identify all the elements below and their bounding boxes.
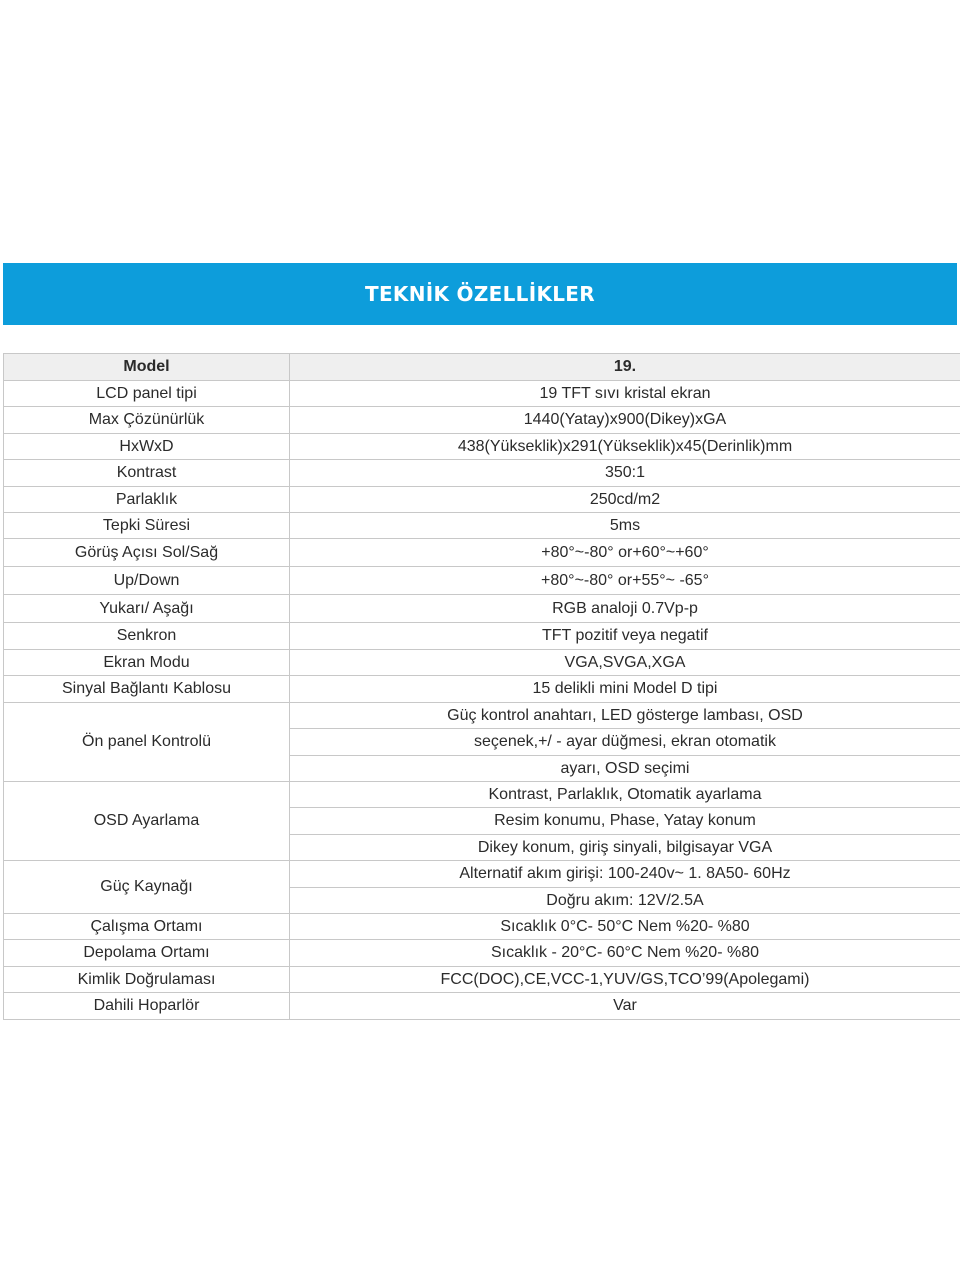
table-row <box>4 623 960 650</box>
row-label: Kontrast <box>4 460 290 487</box>
row-label: Ekran Modu <box>4 650 290 676</box>
front-panel-line: ayarı, OSD seçimi <box>290 756 960 782</box>
table-row <box>4 513 960 539</box>
row-label: Depolama Ortamı <box>4 940 290 967</box>
table-row <box>4 967 960 993</box>
row-label: Parlaklık <box>4 487 290 513</box>
row-label: Up/Down <box>4 567 290 595</box>
front-panel-label: Ön panel Kontrolü <box>4 703 290 782</box>
row-label: Çalışma Ortamı <box>4 914 290 940</box>
row-value: 1440(Yatay)x900(Dikey)xGA <box>290 407 960 434</box>
row-label: Senkron <box>4 623 290 650</box>
row-label: Tepki Süresi <box>4 513 290 539</box>
table-header-row <box>4 354 960 381</box>
row-label: Görüş Açısı Sol/Sağ <box>4 539 290 567</box>
table-row <box>4 539 960 567</box>
table-row-power <box>4 861 960 888</box>
osd-label: OSD Ayarlama <box>4 782 290 861</box>
power-line: Doğru akım: 12V/2.5A <box>290 888 960 914</box>
table-row <box>4 487 960 513</box>
row-value: VGA,SVGA,XGA <box>290 650 960 676</box>
row-label: Sinyal Bağlantı Kablosu <box>4 676 290 703</box>
row-value: 438(Yükseklik)x291(Yükseklik)x45(Derinlik)mm <box>290 434 960 460</box>
table-row <box>4 914 960 940</box>
row-label: Dahili Hoparlör <box>4 993 290 1020</box>
osd-line: Dikey konum, giriş sinyali, bilgisayar VGA <box>290 835 960 861</box>
osd-line: Kontrast, Parlaklık, Otomatik ayarlama <box>290 782 960 808</box>
power-line: Alternatif akım girişi: 100-240v~ 1. 8A50- 60Hz <box>290 861 960 888</box>
row-value: 350:1 <box>290 460 960 487</box>
table-row <box>4 650 960 676</box>
table-row <box>4 993 960 1020</box>
row-label: HxWxD <box>4 434 290 460</box>
row-value: 5ms <box>290 513 960 539</box>
header-label: Model <box>4 354 290 381</box>
table-row <box>4 595 960 623</box>
table-row <box>4 940 960 967</box>
row-value: Sıcaklık 0°C- 50°C Nem %20- %80 <box>290 914 960 940</box>
osd-line: Resim konumu, Phase, Yatay konum <box>290 808 960 835</box>
row-value: Sıcaklık - 20°C- 60°C Nem %20- %80 <box>290 940 960 967</box>
page-title: TEKNİK ÖZELLİKLER <box>365 282 595 306</box>
row-label: Yukarı/ Aşağı <box>4 595 290 623</box>
row-value: TFT pozitif veya negatif <box>290 623 960 650</box>
row-value: FCC(DOC),CE,VCC-1,YUV/GS,TCO’99(Apolegami) <box>290 967 960 993</box>
row-value: 15 delikli mini Model D tipi <box>290 676 960 703</box>
table-row <box>4 434 960 460</box>
row-value: Var <box>290 993 960 1020</box>
power-label: Güç Kaynağı <box>4 861 290 914</box>
row-value: RGB analoji 0.7Vp-p <box>290 595 960 623</box>
table-row <box>4 676 960 703</box>
row-label: LCD panel tipi <box>4 381 290 407</box>
table-row-osd <box>4 782 960 808</box>
specs-table <box>3 353 960 1020</box>
front-panel-line: seçenek,+/ - ayar düğmesi, ekran otomatik <box>290 729 960 756</box>
table-row <box>4 407 960 434</box>
table-row <box>4 460 960 487</box>
row-value: +80°~-80° or+55°~ -65° <box>290 567 960 595</box>
row-label: Kimlik Doğrulaması <box>4 967 290 993</box>
row-value: 19 TFT sıvı kristal ekran <box>290 381 960 407</box>
table-row <box>4 567 960 595</box>
table-row-front-panel <box>4 703 960 729</box>
title-banner <box>3 263 957 325</box>
front-panel-line: Güç kontrol anahtarı, LED gösterge lambası, OSD <box>290 703 960 729</box>
header-value: 19. <box>290 354 960 381</box>
row-value: 250cd/m2 <box>290 487 960 513</box>
row-label: Max Çözünürlük <box>4 407 290 434</box>
table-row <box>4 381 960 407</box>
row-value: +80°~-80° or+60°~+60° <box>290 539 960 567</box>
